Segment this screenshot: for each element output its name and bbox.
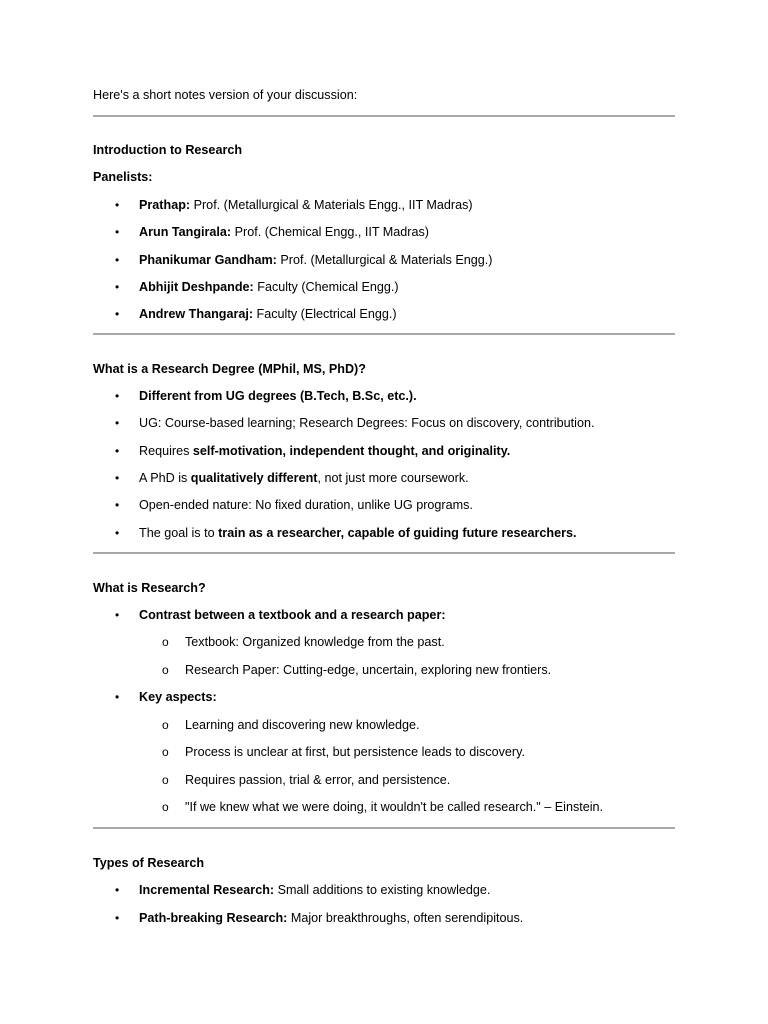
bullet-icon: • xyxy=(115,280,120,294)
item-bold: Contrast between a textbook and a research paper: xyxy=(139,608,446,622)
item-text: Small additions to existing knowledge. xyxy=(274,883,491,897)
bullet-icon: • xyxy=(115,307,120,321)
panelists-label: Panelists: xyxy=(93,170,153,184)
divider xyxy=(93,333,675,335)
section-title-introduction: Introduction to Research xyxy=(93,143,243,157)
bullet-icon: • xyxy=(115,416,120,430)
divider xyxy=(93,552,675,554)
item-bold: Different from UG degrees (B.Tech, B.Sc, etc.). xyxy=(139,389,417,403)
item-text: Faculty (Chemical Engg.) xyxy=(253,280,399,294)
divider xyxy=(93,827,675,829)
item-bold: Phanikumar Gandham: xyxy=(139,253,277,267)
section-title-types-of-research: Types of Research xyxy=(93,856,205,870)
item-text: "If we knew what we were doing, it wouldn't be called research." – Einstein. xyxy=(185,800,604,814)
item-text: Prof. (Chemical Engg., IIT Madras) xyxy=(231,225,429,239)
sub-bullet-icon: o xyxy=(162,800,169,814)
item-text: Faculty (Electrical Engg.) xyxy=(253,307,397,321)
bullet-icon: • xyxy=(115,389,120,403)
sub-bullet-icon: o xyxy=(162,718,169,732)
item-text: Requires passion, trial & error, and persistence. xyxy=(185,773,451,787)
divider xyxy=(93,115,675,117)
section-title-what-is-research: What is Research? xyxy=(93,581,206,595)
bullet-icon: • xyxy=(115,444,120,458)
item-bold: self-motivation, independent thought, and originality. xyxy=(192,444,511,458)
sub-bullet-icon: o xyxy=(162,663,169,677)
bullet-icon: • xyxy=(115,225,120,239)
item-text: Prof. (Metallurgical & Materials Engg.) xyxy=(276,253,493,267)
bullet-icon: • xyxy=(115,690,120,704)
intro-text: Here's a short notes version of your discussion: xyxy=(93,88,358,102)
bullet-icon: • xyxy=(115,608,120,622)
item-bold: Abhijit Deshpande: xyxy=(139,280,254,294)
bullet-icon: • xyxy=(115,498,120,512)
item-text: Textbook: Organized knowledge from the past. xyxy=(185,635,445,649)
item-text: Process is unclear at first, but persistence leads to discovery. xyxy=(185,745,525,759)
item-text: The goal is to xyxy=(139,526,219,540)
item-text: A PhD is xyxy=(139,471,191,485)
item-text: Learning and discovering new knowledge. xyxy=(185,718,420,732)
item-text: Prof. (Metallurgical & Materials Engg., IIT Madras) xyxy=(190,198,473,212)
item-bold: Andrew Thangaraj: xyxy=(139,307,254,321)
item-bold: qualitatively different xyxy=(190,471,318,485)
bullet-icon: • xyxy=(115,911,120,925)
sub-bullet-icon: o xyxy=(162,635,169,649)
item-bold: Prathap: xyxy=(139,198,191,212)
item-bold: train as a researcher, capable of guiding future researchers. xyxy=(218,526,577,540)
bullet-icon: • xyxy=(115,471,120,485)
sub-bullet-icon: o xyxy=(162,745,169,759)
bullet-icon: • xyxy=(115,526,120,540)
item-text: Research Paper: Cutting-edge, uncertain, exploring new frontiers. xyxy=(185,663,552,677)
item-text: UG: Course-based learning; Research Degrees: Focus on discovery, contribution. xyxy=(139,416,595,430)
item-text: , not just more coursework. xyxy=(317,471,469,485)
section-title-research-degree: What is a Research Degree (MPhil, MS, PhD)? xyxy=(93,362,366,376)
item-bold: Path-breaking Research: xyxy=(139,911,288,925)
bullet-icon: • xyxy=(115,883,120,897)
bullet-icon: • xyxy=(115,253,120,267)
item-bold: Key aspects: xyxy=(139,690,217,704)
item-text: Major breakthroughs, often serendipitous. xyxy=(287,911,524,925)
bullet-icon: • xyxy=(115,198,120,212)
item-bold: Arun Tangirala: xyxy=(139,225,232,239)
item-text: Open-ended nature: No fixed duration, unlike UG programs. xyxy=(139,498,473,512)
item-bold: Incremental Research: xyxy=(139,883,275,897)
item-text: Requires xyxy=(139,444,193,458)
sub-bullet-icon: o xyxy=(162,773,169,787)
